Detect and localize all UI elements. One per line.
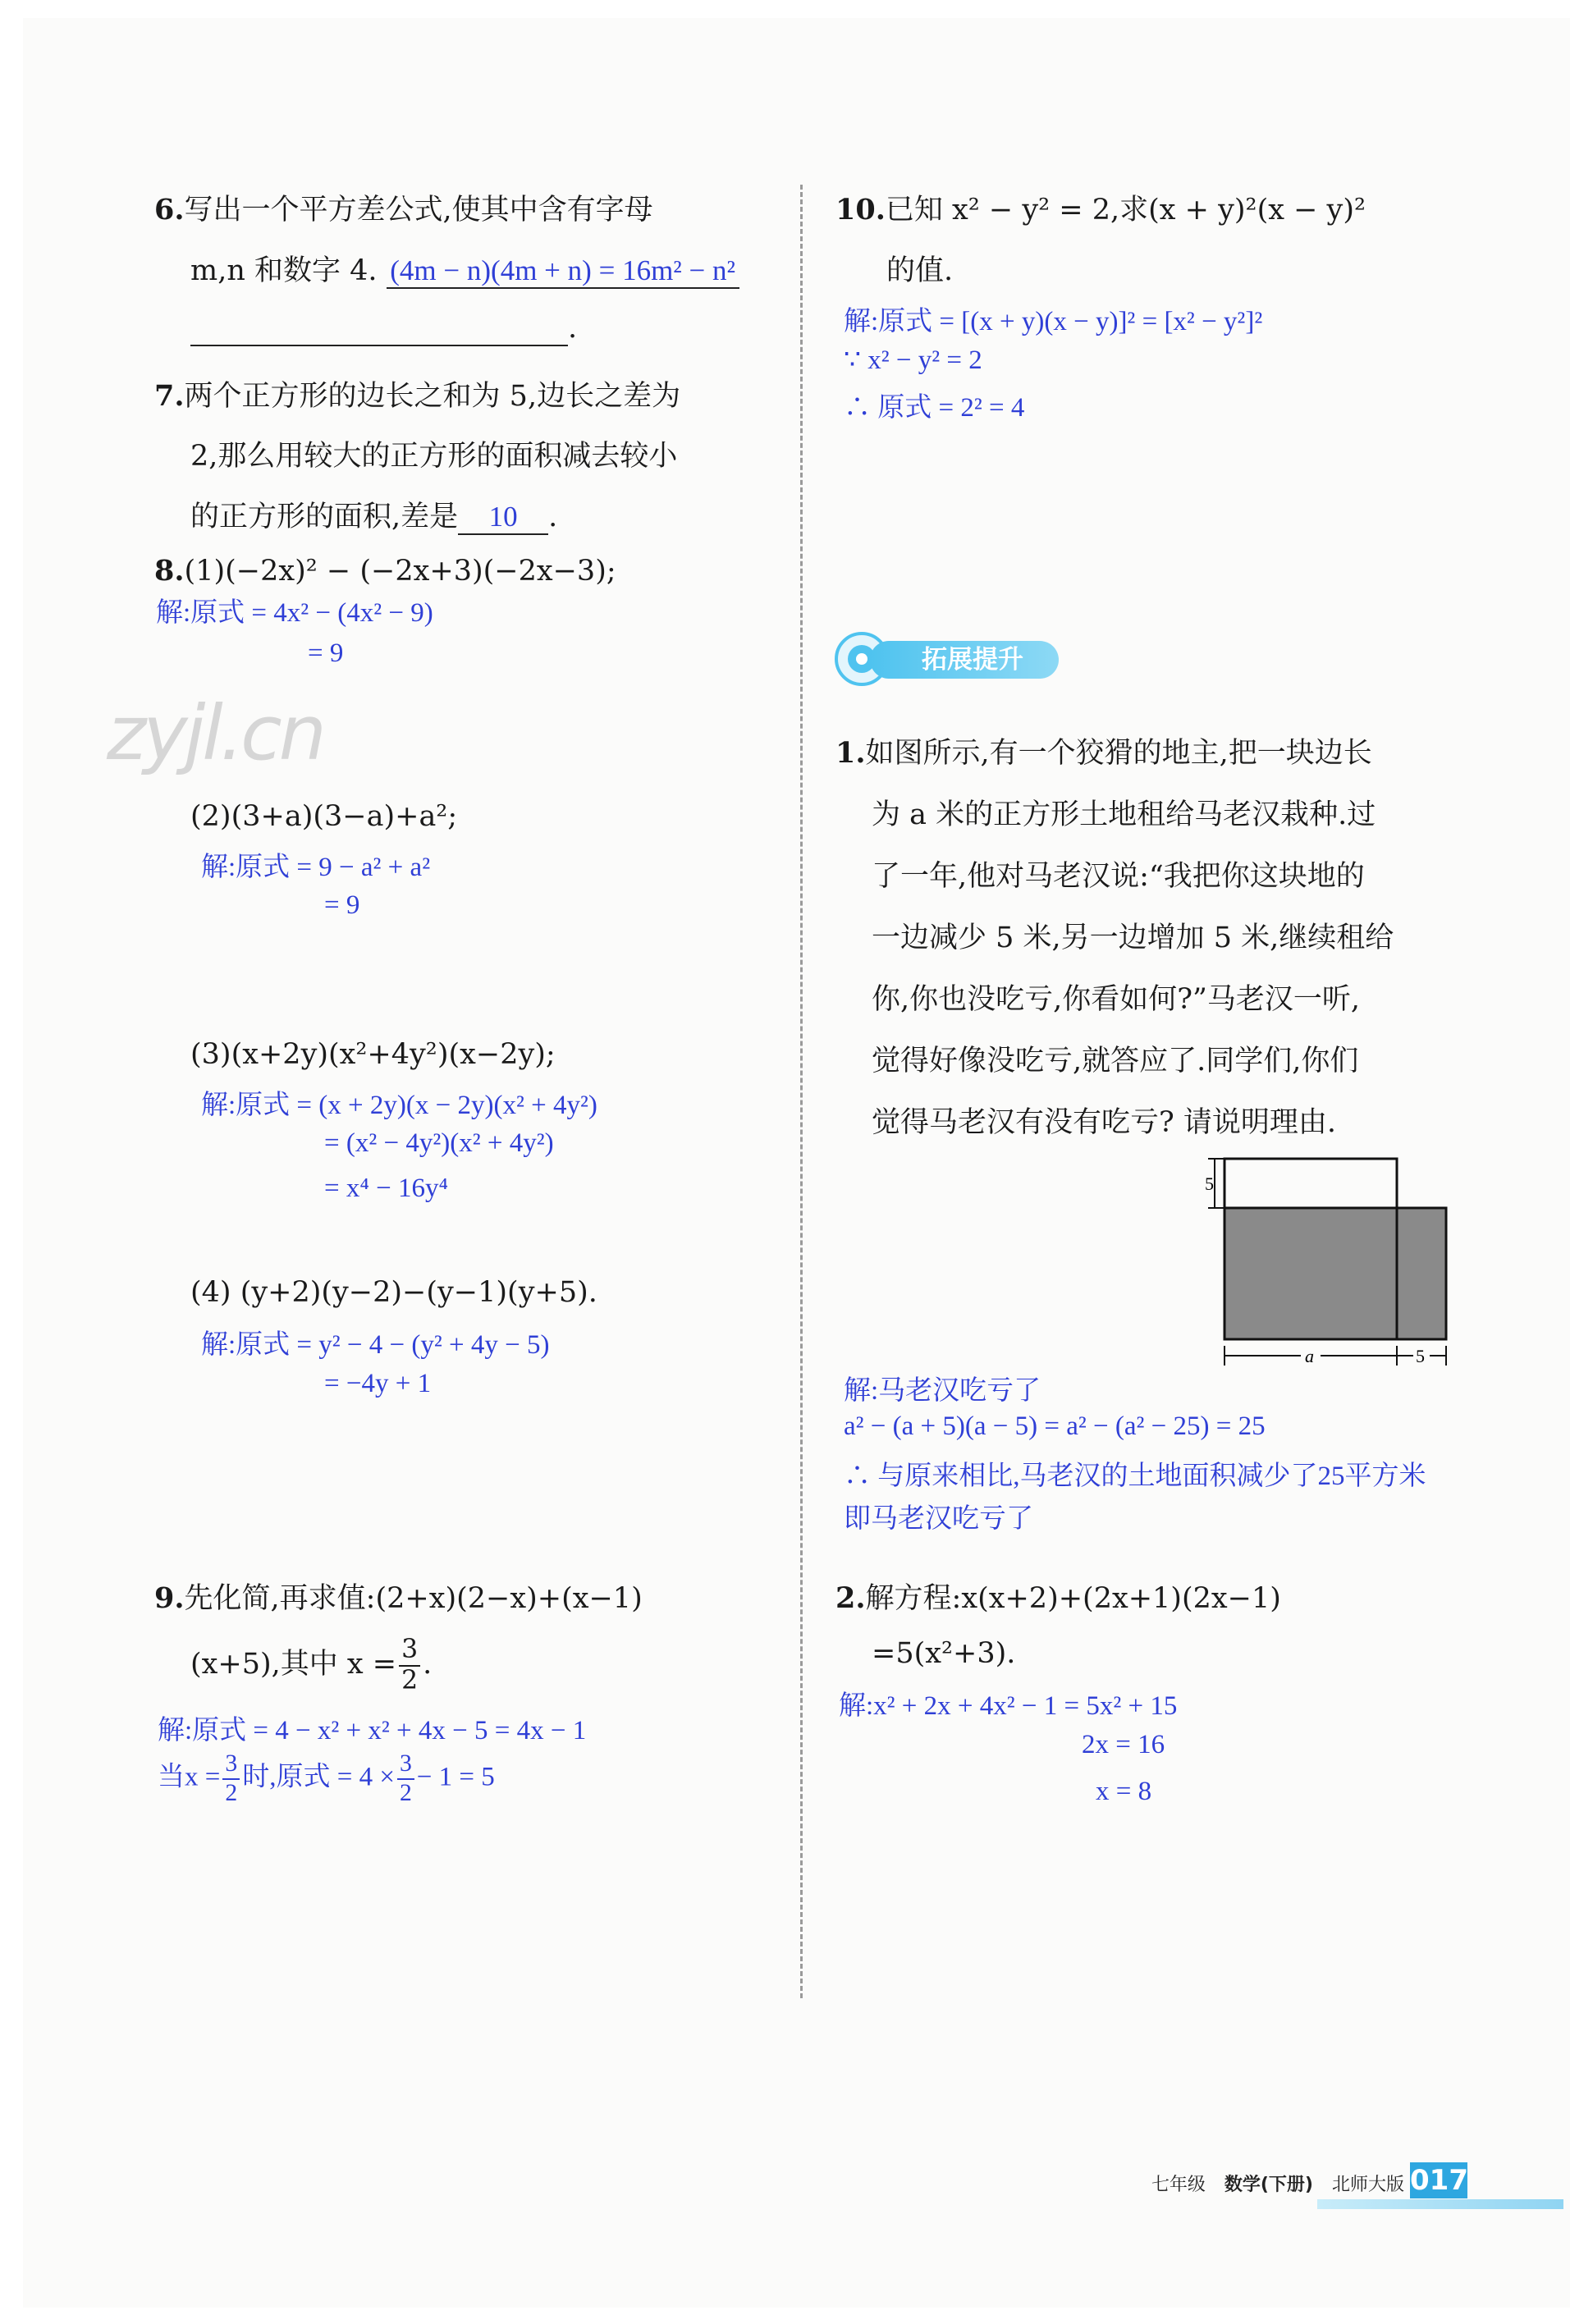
e1-answer-2: a² − (a + 5)(a − 5) = a² − (a² − 25) = 25 <box>844 1411 1266 1441</box>
q9-line1: 9.先化简,再求值:(2+x)(2−x)+(x−1) <box>154 1581 643 1615</box>
q6-blank-cont: . <box>190 312 577 346</box>
q8-part2-answer-2: = 9 <box>324 890 360 920</box>
e2-answer-3: x = 8 <box>1096 1777 1152 1806</box>
q7-line2: 2,那么用较大的正方形的面积减去较小 <box>190 440 678 473</box>
footer-subject: 数学(下册) <box>1224 2175 1313 2195</box>
e1-line2: 为 a 米的正方形土地租给马老汉栽种.过 <box>872 798 1376 831</box>
q7-line1: 7.两个正方形的边长之和为 5,边长之差为 <box>154 379 681 413</box>
e2-answer-1: 解:x² + 2x + 4x² − 1 = 5x² + 15 <box>839 1691 1178 1721</box>
page-footer <box>1138 2171 1404 2196</box>
q9-answer-2: 当x = $\frac{3}{2}$ 时,原式 = 4 × $\frac{3}{2}$ − 1 = 5 <box>158 1750 495 1806</box>
q6-line1: 6.写出一个平方差公式,使其中含有字母 <box>154 193 653 226</box>
footer-grade: 七年级 <box>1151 2175 1206 2195</box>
land-figure <box>1198 1151 1461 1372</box>
e1-answer-4: 即马老汉吃亏了 <box>844 1504 1033 1534</box>
q8-part1-answer-2: = 9 <box>308 638 344 668</box>
footer-edition: 北师大版 <box>1331 2175 1404 2195</box>
q10-answer-3: ∴ 原式 = 2² = 4 <box>844 393 1025 423</box>
q7-line3: 的正方形的面积,差是 10 . <box>190 501 558 533</box>
q10-answer-1: 解:原式 = [(x + y)(x − y)]² = [x² − y²]² <box>844 307 1263 336</box>
watermark: zyjl.cn <box>107 689 323 777</box>
q8-part3-answer-2: = (x² − 4y²)(x² + 4y²) <box>324 1128 554 1158</box>
q8-part4-answer-1: 解:原式 = y² − 4 − (y² + 4y − 5) <box>201 1330 550 1360</box>
q7-answer: 10 <box>458 501 548 535</box>
q9-line2: (x+5),其中 x = $\frac{3}{2}$ . <box>190 1635 433 1695</box>
q8-part3-answer-3: = x⁴ − 16y⁴ <box>324 1173 448 1203</box>
e1-line5: 你,你也没吃亏,你看如何?”马老汉一听, <box>872 983 1361 1016</box>
q8-part3-answer-1: 解:原式 = (x + 2y)(x − 2y)(x² + 4y²) <box>201 1091 597 1120</box>
section-banner <box>833 630 1055 688</box>
e1-line1: 1.如图所示,有一个狡猾的地主,把一块边长 <box>835 736 1372 770</box>
e1-line4: 一边减少 5 米,另一边增加 5 米,继续租给 <box>872 922 1394 954</box>
q8-part2-answer-1: 解:原式 = 9 − a² + a² <box>201 853 431 882</box>
e2-line1: 2.解方程:x(x+2)+(2x+1)(2x−1) <box>835 1581 1281 1615</box>
page-number: 017 <box>1410 2164 1468 2197</box>
rented-rectangle <box>1225 1208 1446 1339</box>
column-divider <box>800 185 803 1998</box>
fig-label-a: a <box>1305 1346 1314 1366</box>
q9-answer-1: 解:原式 = 4 − x² + x² + 4x − 5 = 4x − 1 <box>158 1716 587 1745</box>
q8-part4: (4) (y+2)(y−2)−(y−1)(y+5). <box>190 1276 597 1309</box>
q8-part1-answer-1: 解:原式 = 4x² − (4x² − 9) <box>156 598 433 628</box>
q8-part4-answer-2: = −4y + 1 <box>324 1369 432 1398</box>
q10-line2: 的值. <box>886 254 954 287</box>
fig-label-top: 5 <box>1205 1173 1214 1194</box>
q6-line2: m,n 和数字 4. (4m − n)(4m + n) = 16m² − n² <box>190 248 739 289</box>
e2-answer-2: 2x = 16 <box>1082 1730 1165 1759</box>
q10-answer-2: ∵ x² − y² = 2 <box>844 345 982 375</box>
q8-part2: (2)(3+a)(3−a)+a²; <box>190 800 458 833</box>
e1-line7: 觉得马老汉有没有吃亏? 请说明理由. <box>872 1106 1337 1139</box>
q10-line1: 10.已知 x² − y² = 2,求(x + y)²(x − y)² <box>835 193 1366 226</box>
footer-bar <box>1317 2199 1563 2209</box>
fig-label-right: 5 <box>1416 1346 1425 1366</box>
section-title: 拓展提升 <box>870 641 1059 679</box>
e1-answer-1: 解:马老汉吃亏了 <box>844 1376 1041 1406</box>
e1-answer-3: ∴ 与原来相比,马老汉的土地面积减少了25平方米 <box>844 1462 1426 1491</box>
q9-fraction: $\frac{3}{2}$ <box>399 1637 420 1694</box>
e1-line3: 了一年,他对马老汉说:“我把你这块地的 <box>872 860 1365 893</box>
q8-part1: 8.(1)(−2x)² − (−2x+3)(−2x−3); <box>154 554 616 588</box>
e1-line6: 觉得好像没吃亏,就答应了.同学们,你们 <box>872 1045 1359 1077</box>
q6-answer: (4m − n)(4m + n) = 16m² − n² <box>387 254 739 289</box>
e2-line2: =5(x²+3). <box>872 1637 1016 1670</box>
q8-part3: (3)(x+2y)(x²+4y²)(x−2y); <box>190 1038 556 1071</box>
